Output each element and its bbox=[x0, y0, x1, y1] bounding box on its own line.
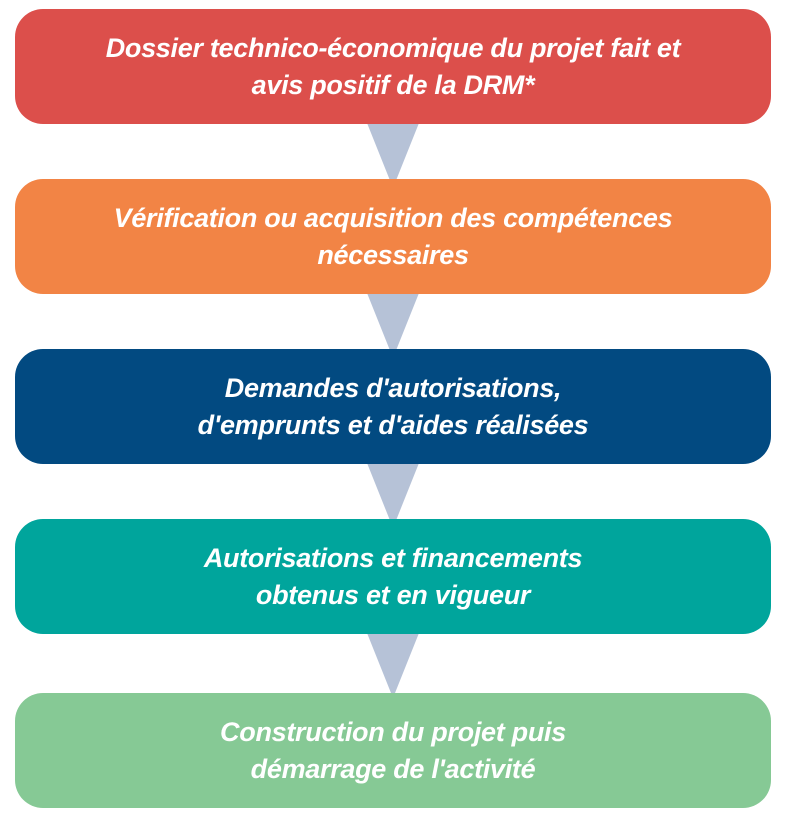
step-line: avis positif de la DRM* bbox=[251, 69, 535, 100]
step-line: obtenus et en vigueur bbox=[255, 579, 531, 610]
step-project-dossier bbox=[15, 9, 771, 124]
step-line: Vérification ou acquisition des compétences bbox=[113, 202, 673, 233]
step-label bbox=[204, 540, 582, 614]
step-label bbox=[198, 370, 589, 444]
step-line: démarrage de l'activité bbox=[250, 753, 536, 784]
down-arrow-4 bbox=[363, 623, 423, 698]
step-requests-submitted bbox=[15, 349, 771, 464]
step-label bbox=[106, 30, 681, 104]
step-line: d'emprunts et d'aides réalisées bbox=[197, 409, 589, 440]
down-arrow-2 bbox=[363, 283, 423, 358]
step-line: nécessaires bbox=[317, 239, 469, 270]
down-arrow-1 bbox=[363, 113, 423, 188]
step-label bbox=[220, 714, 566, 788]
step-skills-verification bbox=[15, 179, 771, 294]
step-authorizations-obtained bbox=[15, 519, 771, 634]
step-construction-start bbox=[15, 693, 771, 808]
step-line: Dossier technico-économique du projet fait et bbox=[105, 32, 681, 63]
step-line: Construction du projet puis bbox=[220, 716, 566, 747]
down-arrow-3 bbox=[363, 453, 423, 528]
step-label bbox=[114, 200, 673, 274]
step-line: Autorisations et financements bbox=[203, 542, 583, 573]
step-line: Demandes d'autorisations, bbox=[224, 372, 562, 403]
